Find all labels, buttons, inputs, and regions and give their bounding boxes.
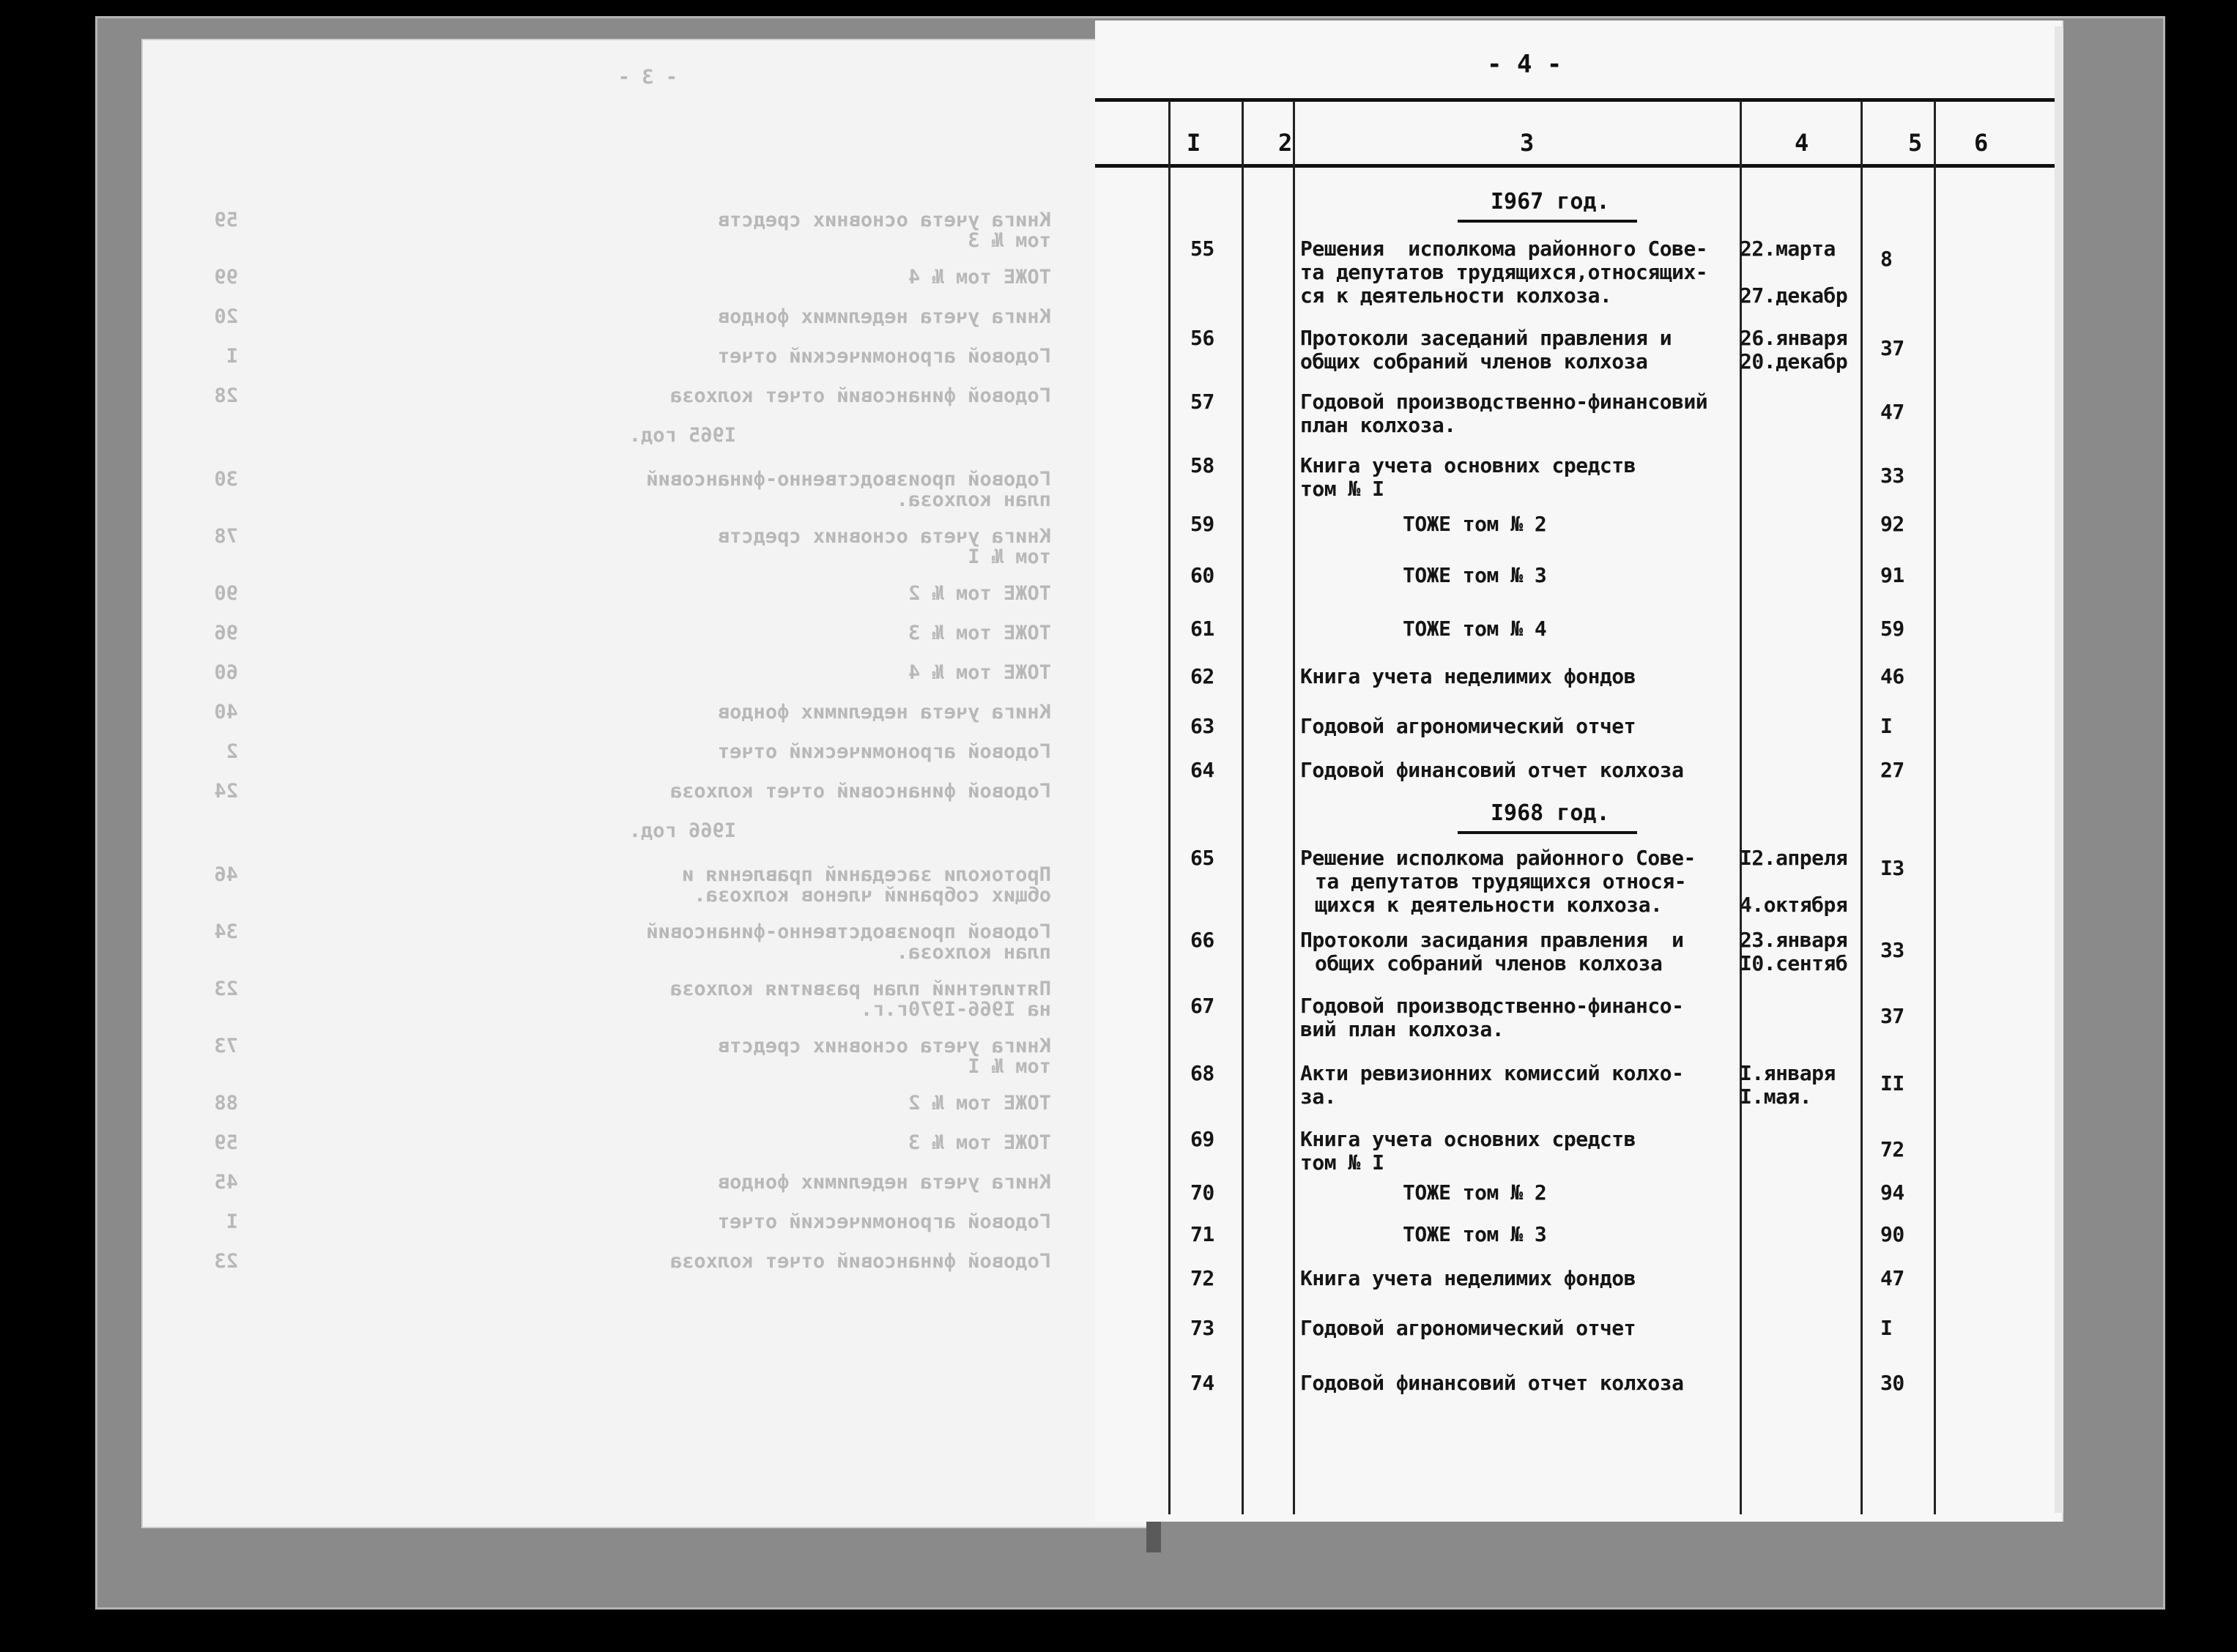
entry-title-line: Книга учета неделимих фондов [1300, 1266, 1636, 1290]
entry-sheet-count: I [1880, 714, 1893, 738]
entry-date: I2.апреля [1740, 846, 1848, 870]
entry-number: 60 [1190, 563, 1214, 587]
column-rule-1 [1168, 101, 1171, 1514]
ghost-line: ТОЖЕ том № 3 [908, 622, 1051, 644]
ghost-line: 28 [214, 384, 238, 407]
column-header-2: 2 [1278, 129, 1293, 157]
year-underline [1458, 220, 1637, 223]
entry-title-line: та депутатов трудящихся относя- [1315, 869, 1687, 893]
ghost-line: I966 год. [628, 819, 736, 842]
entry-title-line: Книга учета основних средств [1300, 453, 1636, 477]
ghost-line: Пятилетний план развития колхоза [669, 978, 1051, 1000]
ghost-line: 2 [226, 740, 238, 763]
ghost-line: Годовой агрономический отчет [717, 740, 1051, 763]
entry-title-line: Годовой агрономический отчет [1300, 714, 1636, 738]
entry-sheet-count: 47 [1880, 400, 1904, 424]
ghost-line: Протоколи заседаний правления и [682, 863, 1051, 886]
entry-title-line: ТОЖЕ том № 3 [1403, 563, 1547, 587]
entry-sheet-count: 94 [1880, 1180, 1904, 1205]
entry-number: 59 [1190, 512, 1214, 536]
ghost-line: 96 [214, 622, 238, 644]
ghost-line: план колхоза. [896, 488, 1051, 511]
ghost-line: Книга учета основних средств [717, 1035, 1051, 1057]
entry-number: 74 [1190, 1371, 1214, 1395]
page-number: - 4 - [1487, 50, 1562, 79]
year-heading: I968 год. [1491, 800, 1610, 826]
entry-title-line: ТОЖЕ том № 2 [1403, 512, 1547, 536]
entry-title-line: Решения исполкома районного Сове- [1300, 237, 1708, 261]
entry-number: 58 [1190, 453, 1214, 477]
entry-title-line: щихся к деятельности колхоза. [1315, 893, 1663, 917]
entry-sheet-count: 8 [1880, 247, 1893, 271]
column-header-5: 5 [1908, 129, 1923, 157]
entry-sheet-count: I [1880, 1316, 1893, 1340]
ghost-line: ТОЖЕ том № 2 [908, 582, 1051, 605]
year-underline [1458, 831, 1637, 834]
ghost-line: 20 [214, 305, 238, 328]
entry-sheet-count: 72 [1880, 1137, 1904, 1161]
header-bottom-rule [1095, 164, 2056, 168]
column-header-3: 3 [1520, 129, 1535, 157]
header-top-rule [1095, 98, 2056, 102]
entry-title-line: Протоколи заседаний правления и [1300, 326, 1672, 350]
entry-number: 72 [1190, 1266, 1214, 1290]
column-header-4: 4 [1795, 129, 1809, 157]
entry-number: 56 [1190, 326, 1214, 350]
column-header-1: I [1187, 129, 1201, 157]
entry-title-line: общих собраний членов колхоза [1315, 951, 1663, 975]
entry-number: 70 [1190, 1180, 1214, 1205]
column-rule-3 [1293, 101, 1295, 1514]
entry-title-line: Годовой финансовий отчет колхоза [1300, 758, 1684, 782]
column-rule-2 [1242, 101, 1244, 1514]
ghost-line: Книга учета неделимих фондов [717, 305, 1051, 328]
entry-number: 68 [1190, 1061, 1214, 1085]
entry-sheet-count: 37 [1880, 1004, 1904, 1028]
ghost-line: 88 [214, 1092, 238, 1115]
ghost-line: - 3 - [617, 66, 678, 89]
ghost-line: 99 [214, 266, 238, 289]
bleed-through-text [143, 40, 1146, 1527]
entry-title-line: за. [1300, 1084, 1337, 1109]
entry-sheet-count: 33 [1880, 938, 1904, 962]
left-page [143, 40, 1146, 1527]
ghost-line: ТОЖЕ том № 4 [908, 266, 1051, 289]
ghost-line: общих собраний членов колхоза. [694, 884, 1051, 907]
entry-sheet-count: 37 [1880, 336, 1904, 360]
entry-number: 71 [1190, 1222, 1214, 1246]
entry-title-line: план колхоза. [1300, 413, 1456, 437]
ghost-line: Книга учета неделимих фондов [717, 1171, 1051, 1194]
entry-sheet-count: 27 [1880, 758, 1904, 782]
entry-sheet-count: 33 [1880, 464, 1904, 488]
entry-number: 57 [1190, 390, 1214, 414]
entry-sheet-count: 30 [1880, 1371, 1904, 1395]
entry-title-line: ТОЖЕ том № 2 [1403, 1180, 1547, 1205]
entry-number: 69 [1190, 1127, 1214, 1151]
ghost-line: Годовой производственно-финансовий [646, 920, 1051, 943]
ghost-line: 59 [214, 209, 238, 231]
entry-sheet-count: 46 [1880, 664, 1904, 688]
ghost-line: ТОЖЕ том № 3 [908, 1131, 1051, 1154]
ghost-line: Годовой агрономический отчет [717, 1210, 1051, 1233]
ghost-line: 45 [214, 1171, 238, 1194]
entry-title-line: Годовой производственно-финансовий [1300, 390, 1708, 414]
ghost-line: ТОЖЕ том № 4 [908, 661, 1051, 684]
ghost-line: 78 [214, 525, 238, 548]
entry-number: 62 [1190, 664, 1214, 688]
ghost-line: 34 [214, 920, 238, 943]
entry-title-line: ТОЖЕ том № 4 [1403, 617, 1547, 641]
entry-date: 20.декабр [1740, 349, 1848, 373]
ghost-line: том № I [968, 546, 1051, 568]
entry-sheet-count: 90 [1880, 1222, 1904, 1246]
ghost-line: 46 [214, 863, 238, 886]
ghost-line: 30 [214, 468, 238, 491]
ghost-line: ТОЖЕ том № 2 [908, 1092, 1051, 1115]
entry-sheet-count: 47 [1880, 1266, 1904, 1290]
entry-title-line: вий план колхоза. [1300, 1017, 1505, 1041]
entry-date: I0.сентяб [1740, 951, 1848, 975]
entry-title-line: ся к деятельности колхоза. [1300, 283, 1612, 308]
entry-date: 4.октября [1740, 893, 1848, 917]
entry-title-line: Протоколи засидания правления и [1300, 928, 1684, 952]
entry-title-line: Годовой производственно-финансо- [1300, 994, 1684, 1018]
ghost-line: том № I [968, 1055, 1051, 1078]
ghost-line: Книга учета основних средств [717, 525, 1051, 548]
entry-title-line: Годовой агрономический отчет [1300, 1316, 1636, 1340]
entry-title-line: том № I [1300, 1150, 1384, 1175]
year-heading: I967 год. [1491, 189, 1610, 215]
entry-title-line: Решение исполкома районного Сове- [1300, 846, 1696, 870]
entry-title-line: та депутатов трудящихся,относящих- [1300, 260, 1708, 284]
entry-date: I.января [1740, 1061, 1836, 1085]
ghost-line: 60 [214, 661, 238, 684]
ghost-line: Книга учета основних средств [717, 209, 1051, 231]
entry-number: 67 [1190, 994, 1214, 1018]
ghost-line: Годовой финансовий отчет колхоза [669, 384, 1051, 407]
entry-sheet-count: 59 [1880, 617, 1904, 641]
entry-number: 61 [1190, 617, 1214, 641]
entry-title-line: Годовой финансовий отчет колхоза [1300, 1371, 1684, 1395]
entry-number: 55 [1190, 237, 1214, 261]
ghost-line: 90 [214, 582, 238, 605]
column-rule-6 [1934, 101, 1936, 1514]
entry-title-line: общих собраний членов колхоза [1300, 349, 1648, 373]
ghost-line: Годовой финансовий отчет колхоза [669, 780, 1051, 803]
entry-number: 63 [1190, 714, 1214, 738]
entry-title-line: Акти ревизионних комиссий колхо- [1300, 1061, 1684, 1085]
entry-number: 73 [1190, 1316, 1214, 1340]
ghost-line: том № 3 [968, 229, 1051, 252]
ghost-line: Годовой производственно-финансовий [646, 468, 1051, 491]
ghost-line: I [226, 1210, 238, 1233]
ghost-line: I965 год. [628, 424, 736, 447]
ghost-line: I [226, 345, 238, 368]
ghost-line: 24 [214, 780, 238, 803]
entry-sheet-count: 92 [1880, 512, 1904, 536]
entry-sheet-count: II [1880, 1071, 1904, 1095]
entry-number: 65 [1190, 846, 1214, 870]
entry-date: 26.января [1740, 326, 1848, 350]
entry-title-line: том № I [1300, 477, 1384, 501]
ghost-line: Книга учета неделимих фондов [717, 701, 1051, 723]
entry-date: 27.декабр [1740, 283, 1848, 308]
ghost-line: Годовой финансовий отчет колхоза [669, 1250, 1051, 1273]
column-rule-4 [1740, 101, 1742, 1514]
right-page [1095, 21, 2062, 1522]
entry-date: 23.января [1740, 928, 1848, 952]
ghost-line: на I966-I970г.г. [860, 998, 1051, 1021]
ghost-line: 59 [214, 1131, 238, 1154]
column-header-6: 6 [1974, 129, 1989, 157]
ghost-line: 73 [214, 1035, 238, 1057]
ghost-line: план колхоза. [896, 941, 1051, 964]
entry-sheet-count: 91 [1880, 563, 1904, 587]
entry-number: 66 [1190, 928, 1214, 952]
ghost-line: 40 [214, 701, 238, 723]
entry-date: I.мая. [1740, 1084, 1812, 1109]
entry-number: 64 [1190, 758, 1214, 782]
entry-title-line: Книга учета основних средств [1300, 1127, 1636, 1151]
entry-title-line: ТОЖЕ том № 3 [1403, 1222, 1547, 1246]
column-rule-5 [1861, 101, 1863, 1514]
entry-title-line: Книга учета неделимих фондов [1300, 664, 1636, 688]
ghost-line: 23 [214, 978, 238, 1000]
entry-date: 22.марта [1740, 237, 1836, 261]
entry-sheet-count: I3 [1880, 856, 1904, 880]
ghost-line: 23 [214, 1250, 238, 1273]
ghost-line: Годовой агрономический отчет [717, 345, 1051, 368]
page-edge [2055, 26, 2063, 1513]
